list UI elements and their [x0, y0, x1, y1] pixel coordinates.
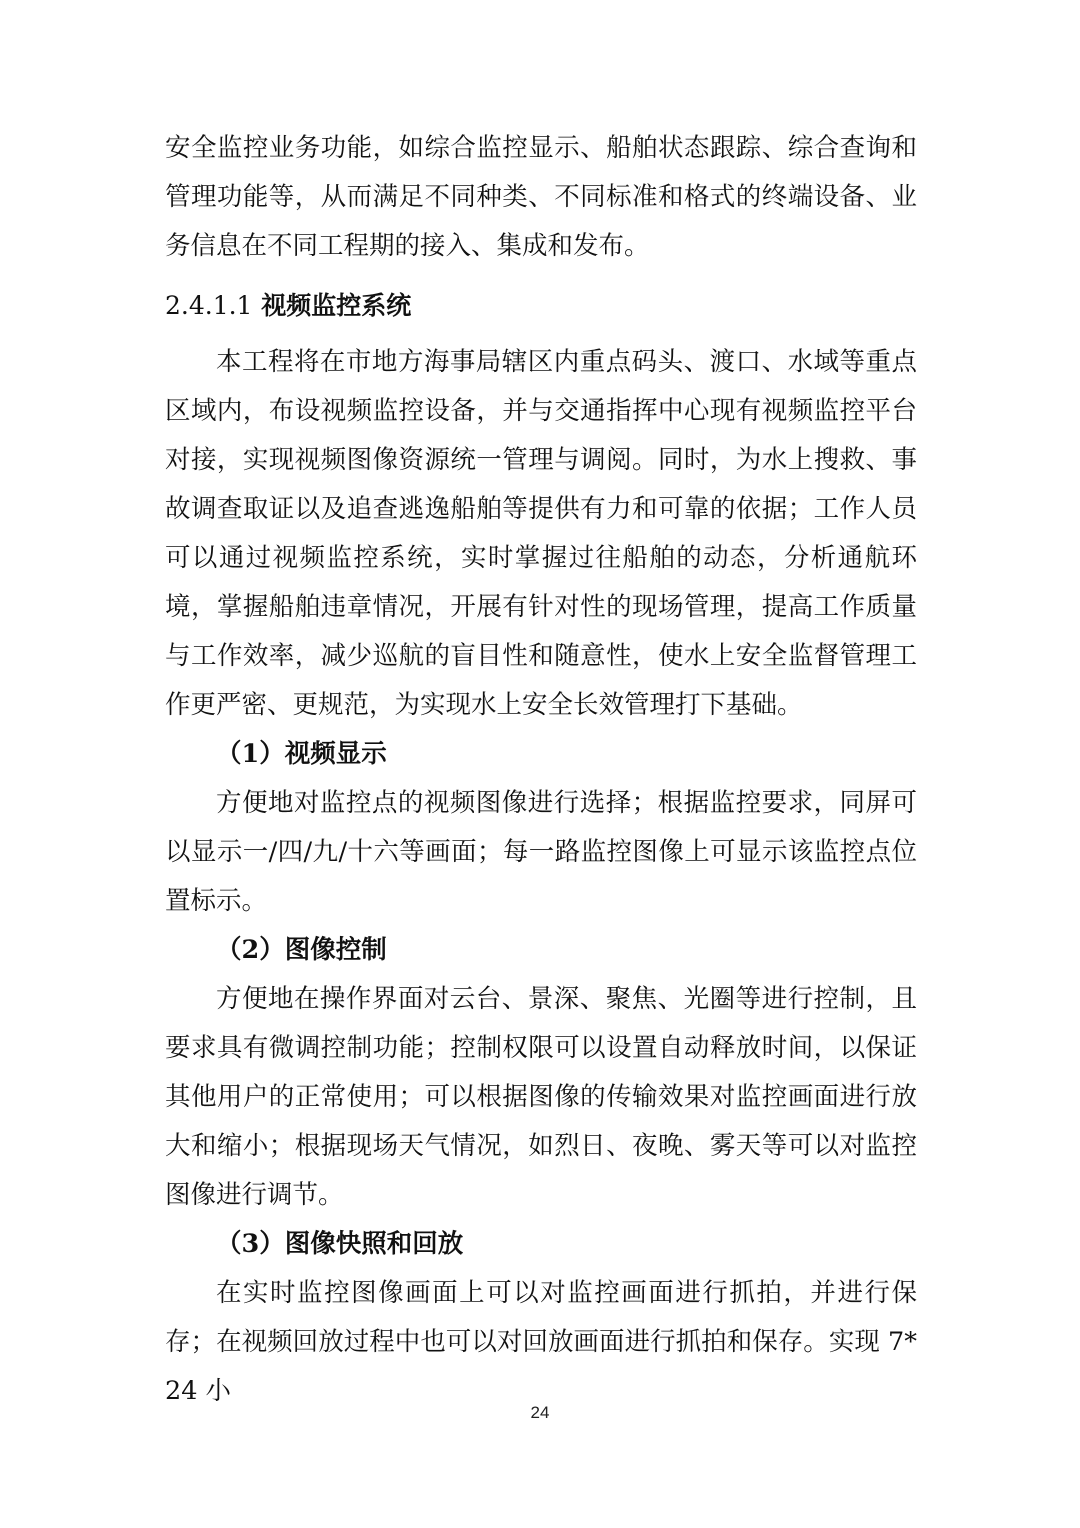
page-content [165, 124, 917, 1416]
section-title: 视频监控系统 [261, 291, 412, 320]
section-heading [165, 281, 917, 330]
section-body-paragraph: 本工程将在市地方海事局辖区内重点码头、渡口、水域等重点区域内，布设视频监控设备，并与交通指挥中心现有视频监控平台对接，实现视频图像资源统一管理与调阅。同时，为水上搜救、事故调查取证以及追查逃逸船舶等提供有力和可靠的依据；工作人员可以通过视频监控系统，实时掌握过往船舶的动态，分析通航环境，掌握船舶违章情况，开展有针对性的现场管理，提高工作质量与工作效率，减少巡航的盲目性和随意性，使水上安全监督管理工作更严密、更规范，为实现水上安全长效管理打下基础。 [165, 347, 917, 720]
image-control-paragraph: 方便地在操作界面对云台、景深、聚焦、光圈等进行控制，且要求具有微调控制功能；控制权限可以设置自动释放时间，以保证其他用户的正常使用；可以根据图像的传输效果对监控画面进行放大和缩小；根据现场天气情况，如烈日、夜晚、雾天等可以对监控图像进行调节。 [165, 984, 917, 1210]
subheading-snapshot-playback: （3）图像快照和回放 [216, 1229, 464, 1259]
video-display-paragraph: 方便地对监控点的视频图像进行选择；根据监控要求，同屏可以显示一/四/九/十六等画面；每一路监控图像上可显示该监控点位置标示。 [165, 788, 917, 916]
subheading-video-display: （1）视频显示 [216, 739, 387, 769]
intro-continuation-paragraph: 安全监控业务功能，如综合监控显示、船舶状态跟踪、综合查询和管理功能等，从而满足不同种类、不同标准和格式的终端设备、业务信息在不同工程期的接入、集成和发布。 [165, 133, 917, 261]
subheading-image-control: （2）图像控制 [216, 935, 387, 965]
snapshot-playback-paragraph: 在实时监控图像画面上可以对监控画面进行抓拍，并进行保存；在视频回放过程中也可以对回放画面进行抓拍和保存。实现 7*24 小 [165, 1278, 917, 1406]
section-number: 2.4.1.1 [165, 291, 253, 320]
page-number: 24 [530, 1403, 550, 1422]
